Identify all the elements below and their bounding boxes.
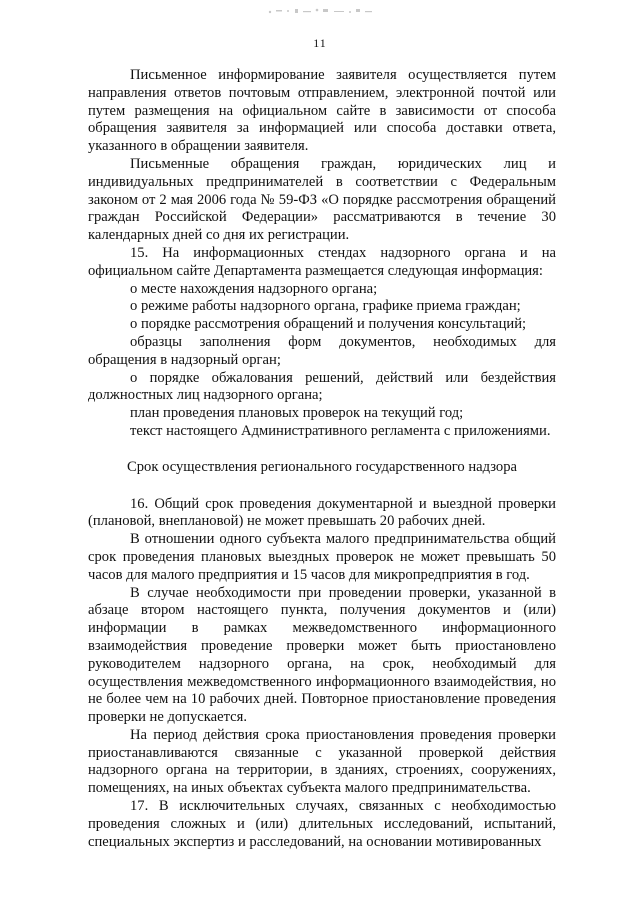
paragraph-written-appeals: Письменные обращения граждан, юридических лиц и индивидуальных предпринимателей в соответствии с Федеральным законом от 2 мая 2006 года № 59-ФЗ «О порядке рассмотрения обращений граждан Российской Федерации» рассматриваются в течение 30 календарных дней со дня их регистрации. — [88, 155, 556, 244]
list-item-appeals-procedure: о порядке рассмотрения обращений и получения консультаций; — [130, 316, 527, 333]
paragraph-suspension-period: На период действия срока приостановления проведения проверки приостанавливаются связанные с указанной проверкой действия надзорного органа на территории, в зданиях, строениях, сооружениях, помещениях, на иных объектах субъекта малого предпринимательства. — [88, 726, 556, 797]
paragraph-item-16: 16. Общий срок проведения документарной и выездной проверки (плановой, внеплановой) не может превышать 20 рабочих дней. — [88, 495, 556, 530]
list-item-regulation-text: текст настоящего Административного регламента с приложениями. — [130, 422, 551, 439]
section-heading: Срок осуществления регионального государственного надзора — [127, 458, 517, 475]
paragraph-small-business-term: В отношении одного субъекта малого предпринимательства общий срок проведения плановых выездных проверок не может превышать 50 часов для малого предприятия и 15 часов для микропредприятия в год. — [88, 531, 556, 583]
list-item-appeal-decisions: о порядке обжалования решений, действий или бездействия должностных лиц надзорного органа; — [88, 369, 556, 404]
list-item-form-samples: образцы заполнения форм документов, необходимых для обращения в надзорный орган; — [88, 333, 556, 368]
list-item-inspection-plan: план проведения плановых проверок на текущий год; — [130, 405, 464, 422]
page-number: 11 — [313, 36, 327, 50]
paragraph-item-15: 15. На информационных стендах надзорного органа и на официальном сайте Департамента размещается следующая информация: — [88, 244, 556, 279]
list-item-location: о месте нахождения надзорного органа; — [130, 280, 378, 297]
faint-stamp-mark — [262, 4, 382, 18]
document-body — [88, 67, 556, 851]
paragraph-written-informing: Письменное информирование заявителя осуществляется путем направления ответов почтовым отправлением, электронной почтой или путем размещения на официальном сайте в зависимости от способа обращения заявителя за информацией или способа доставки ответа, указанного в обращении заявителя. — [88, 67, 556, 155]
list-item-working-hours: о режиме работы надзорного органа, графике приема граждан; — [130, 298, 521, 315]
paragraph-suspension: В случае необходимости при проведении проверки, указанной в абзаце втором настоящего пункта, получения документов и (или) информации в рамках межведомственного информационного взаимодействия проведение проверки может быть приостановлено руководителем надзорного органа, на срок, необходимый для осуществления межведомственного информационного взаимодействия, но не более чем на 10 рабочих дней. Повторное приостановление проведения проверки не допускается. — [88, 584, 556, 726]
paragraph-item-17: 17. В исключительных случаях, связанных с необходимостью проведения сложных и (или) длительных исследований, испытаний, специальных экспертиз и расследований, на основании мотивированных — [88, 798, 556, 850]
